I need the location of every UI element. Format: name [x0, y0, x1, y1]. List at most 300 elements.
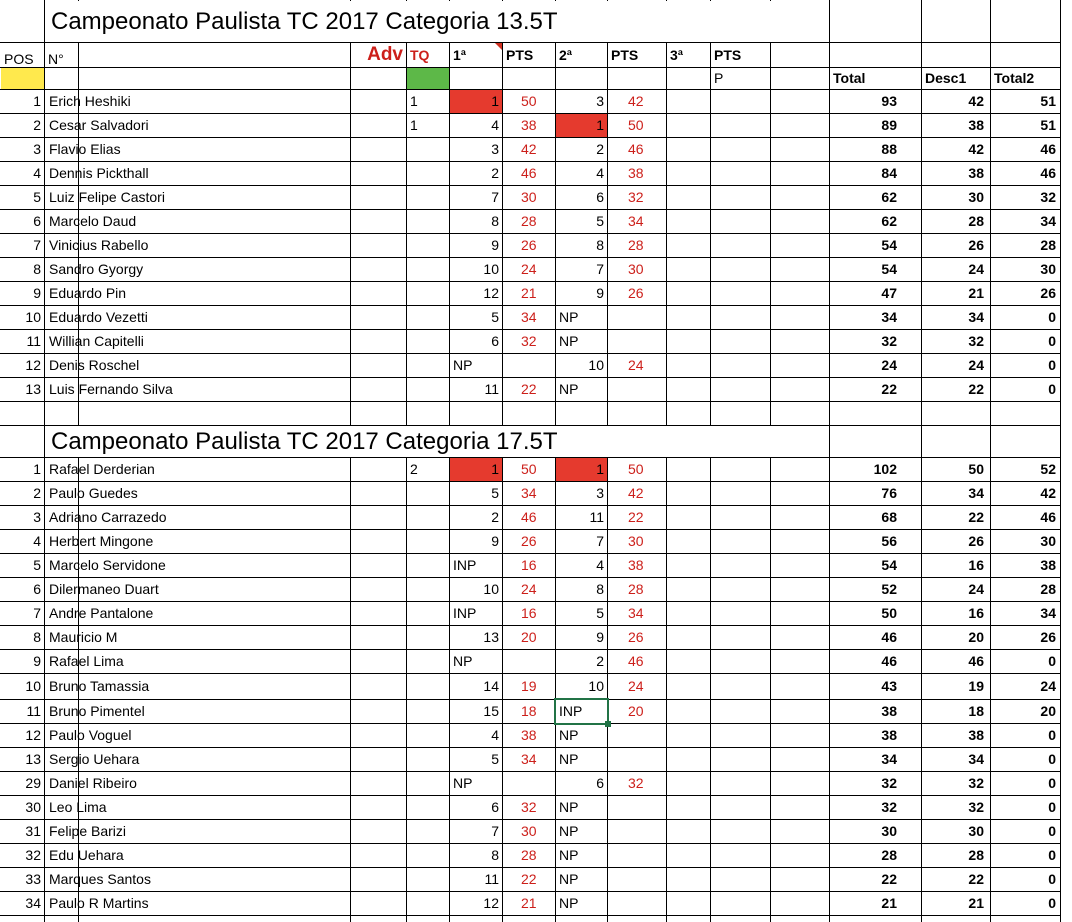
row-desc1[interactable]: 30 — [968, 189, 984, 205]
row-driver-name[interactable]: Marques Santos — [49, 871, 151, 887]
row-pos[interactable]: 5 — [33, 557, 41, 573]
row-pts2[interactable]: 38 — [628, 165, 644, 181]
row-pts1[interactable]: 30 — [521, 823, 537, 839]
header-total2[interactable]: Total2 — [994, 70, 1035, 86]
row-desc1[interactable]: 42 — [968, 93, 984, 109]
row-pts1[interactable]: 34 — [521, 309, 537, 325]
row-r2[interactable]: 4 — [596, 557, 604, 573]
row-pts2[interactable]: 22 — [628, 509, 644, 525]
header-pts3[interactable]: PTS — [714, 47, 742, 63]
row-pts1[interactable]: 50 — [521, 93, 537, 109]
row-pts2[interactable]: 26 — [628, 629, 644, 645]
row-r2[interactable]: 7 — [596, 533, 604, 549]
header-adv[interactable]: Adv — [367, 44, 403, 65]
row-total2[interactable]: 46 — [1040, 141, 1056, 157]
row-pts1[interactable]: 30 — [521, 189, 537, 205]
row-total2[interactable]: 46 — [1040, 165, 1056, 181]
row-driver-name[interactable]: Cesar Salvadori — [49, 117, 149, 133]
row-total2[interactable]: 51 — [1040, 93, 1056, 109]
row-pts2[interactable]: 20 — [628, 703, 644, 719]
row-tq[interactable] — [407, 210, 449, 233]
row-tq[interactable] — [407, 138, 449, 161]
header-total[interactable]: Total — [833, 70, 866, 86]
row-pts2[interactable]: 28 — [628, 581, 644, 597]
row-pos[interactable]: 1 — [33, 93, 41, 109]
row-total2[interactable]: 0 — [1048, 653, 1056, 669]
row-pts2[interactable] — [608, 330, 666, 353]
row-pos[interactable]: 9 — [33, 653, 41, 669]
row-pos[interactable]: 3 — [33, 141, 41, 157]
row-r2[interactable]: 3 — [596, 93, 604, 109]
row-pts1[interactable] — [503, 772, 555, 795]
header-pos[interactable]: POS — [4, 51, 34, 67]
row-r2[interactable]: 2 — [596, 141, 604, 157]
row-r1[interactable]: 9 — [491, 533, 499, 549]
row-total2[interactable]: 30 — [1040, 533, 1056, 549]
row-pos[interactable]: 6 — [33, 213, 41, 229]
row-tq[interactable] — [407, 868, 449, 891]
row-tq[interactable] — [407, 650, 449, 673]
row-total2[interactable]: 34 — [1040, 605, 1056, 621]
row-total[interactable]: 56 — [881, 533, 897, 549]
row-pts1[interactable]: 16 — [521, 557, 537, 573]
row-total[interactable]: 47 — [881, 285, 897, 301]
row-driver-name[interactable]: Marcelo Servidone — [49, 557, 166, 573]
row-pts1[interactable]: 16 — [521, 605, 537, 621]
row-pts1[interactable]: 22 — [521, 381, 537, 397]
row-total[interactable]: 46 — [881, 629, 897, 645]
row-pts1[interactable]: 46 — [521, 509, 537, 525]
row-driver-name[interactable]: Leo Lima — [49, 799, 107, 815]
row-pts1[interactable] — [503, 354, 555, 377]
header-pts1[interactable]: PTS — [506, 47, 534, 63]
row-pos[interactable]: 4 — [33, 533, 41, 549]
row-pts1[interactable]: 20 — [521, 629, 537, 645]
row-driver-name[interactable]: Rafael Derderian — [49, 461, 155, 477]
row-r1[interactable]: 5 — [491, 485, 499, 501]
row-pts2[interactable] — [608, 820, 666, 843]
row-tq[interactable] — [407, 162, 449, 185]
row-r2[interactable]: NP — [559, 847, 579, 863]
row-r2[interactable]: 6 — [596, 775, 604, 791]
row-tq[interactable] — [407, 796, 449, 819]
row-r2[interactable]: 8 — [596, 237, 604, 253]
row-tq[interactable] — [407, 724, 449, 747]
row-total2[interactable]: 0 — [1048, 751, 1056, 767]
row-total[interactable]: 34 — [881, 309, 897, 325]
row-desc1[interactable]: 34 — [968, 485, 984, 501]
row-r2[interactable]: 5 — [596, 213, 604, 229]
row-desc1[interactable]: 42 — [968, 141, 984, 157]
row-pos[interactable]: 12 — [25, 357, 41, 373]
row-r2[interactable]: NP — [559, 381, 579, 397]
row-pos[interactable]: 12 — [25, 727, 41, 743]
row-total2[interactable]: 38 — [1040, 557, 1056, 573]
row-total[interactable]: 22 — [881, 871, 897, 887]
row-r1[interactable]: 6 — [491, 333, 499, 349]
row-driver-name[interactable]: Paulo Voguel — [49, 727, 132, 743]
row-tq[interactable] — [407, 306, 449, 329]
row-desc1[interactable]: 20 — [968, 629, 984, 645]
row-driver-name[interactable]: Flavio Elias — [49, 141, 121, 157]
row-desc1[interactable]: 38 — [968, 117, 984, 133]
row-desc1[interactable]: 38 — [968, 727, 984, 743]
row-pos[interactable]: 34 — [25, 895, 41, 911]
row-pos[interactable]: 13 — [25, 381, 41, 397]
row-r1[interactable]: 2 — [491, 165, 499, 181]
row-total2[interactable]: 0 — [1048, 775, 1056, 791]
row-r1[interactable]: 8 — [491, 847, 499, 863]
row-r2[interactable]: NP — [559, 751, 579, 767]
row-pts1[interactable]: 50 — [521, 461, 537, 477]
row-pts2[interactable] — [608, 724, 666, 747]
row-pts2[interactable] — [608, 844, 666, 867]
status-fill-yellow[interactable] — [1, 68, 44, 89]
row-desc1[interactable]: 19 — [968, 678, 984, 694]
row-pos[interactable]: 2 — [33, 117, 41, 133]
row-pts1[interactable]: 19 — [521, 678, 537, 694]
row-pts1[interactable]: 21 — [521, 895, 537, 911]
row-r1[interactable]: 7 — [491, 189, 499, 205]
row-total2[interactable]: 0 — [1048, 895, 1056, 911]
row-pts1[interactable]: 24 — [521, 581, 537, 597]
row-total[interactable]: 34 — [881, 751, 897, 767]
row-tq[interactable] — [407, 772, 449, 795]
row-driver-name[interactable]: Erich Heshiki — [49, 93, 131, 109]
row-total[interactable]: 102 — [873, 461, 897, 477]
row-desc1[interactable]: 32 — [968, 799, 984, 815]
row-pts2[interactable] — [608, 796, 666, 819]
selected-cell-outline[interactable] — [554, 698, 609, 725]
row-pts2[interactable]: 30 — [628, 533, 644, 549]
row-pts2[interactable] — [608, 892, 666, 915]
row-r1[interactable]: INP — [453, 557, 477, 573]
row-pts2[interactable] — [608, 868, 666, 891]
row-driver-name[interactable]: Eduardo Vezetti — [49, 309, 148, 325]
row-total[interactable]: 62 — [881, 213, 897, 229]
row-r1[interactable]: 14 — [483, 678, 499, 694]
row-r2[interactable]: 5 — [596, 605, 604, 621]
row-total[interactable]: 52 — [881, 581, 897, 597]
status-fill-green[interactable] — [407, 68, 449, 89]
row-pts2[interactable]: 28 — [628, 237, 644, 253]
row-driver-name[interactable]: Bruno Pimentel — [49, 703, 145, 719]
row-desc1[interactable]: 21 — [968, 285, 984, 301]
row-driver-name[interactable]: Edu Uehara — [49, 847, 124, 863]
row-pts2[interactable]: 50 — [628, 117, 644, 133]
row-r2[interactable]: 1 — [556, 458, 607, 481]
row-total[interactable]: 68 — [881, 509, 897, 525]
row-pts1[interactable]: 38 — [521, 727, 537, 743]
row-r2[interactable]: 2 — [596, 653, 604, 669]
row-tq[interactable] — [407, 602, 449, 625]
row-r2[interactable]: 4 — [596, 165, 604, 181]
row-r1[interactable]: NP — [453, 357, 473, 373]
row-r1[interactable]: 7 — [491, 823, 499, 839]
header-r1[interactable]: 1ª — [453, 47, 466, 63]
row-total2[interactable]: 0 — [1048, 357, 1056, 373]
row-r2[interactable]: NP — [559, 871, 579, 887]
row-total[interactable]: 32 — [881, 333, 897, 349]
row-tq[interactable] — [407, 378, 449, 401]
row-driver-name[interactable]: Andre Pantalone — [49, 605, 154, 621]
row-driver-name[interactable]: Marcelo Daud — [49, 213, 137, 229]
row-total[interactable]: 62 — [881, 189, 897, 205]
row-driver-name[interactable]: Adriano Carrazedo — [49, 509, 167, 525]
row-pts2[interactable]: 34 — [628, 213, 644, 229]
row-pos[interactable]: 1 — [33, 461, 41, 477]
row-pts2[interactable] — [608, 748, 666, 771]
row-r1[interactable]: 1 — [450, 458, 502, 481]
row-total2[interactable]: 0 — [1048, 823, 1056, 839]
row-tq[interactable] — [407, 844, 449, 867]
row-r1[interactable]: NP — [453, 653, 473, 669]
row-total[interactable]: 28 — [881, 847, 897, 863]
row-desc1[interactable]: 28 — [968, 213, 984, 229]
row-pos[interactable]: 9 — [33, 285, 41, 301]
row-total[interactable]: 22 — [881, 381, 897, 397]
row-pos[interactable]: 3 — [33, 509, 41, 525]
row-total[interactable]: 30 — [881, 823, 897, 839]
row-driver-name[interactable]: Daniel Ribeiro — [49, 775, 137, 791]
row-desc1[interactable]: 32 — [968, 333, 984, 349]
row-r2[interactable]: 3 — [596, 485, 604, 501]
row-tq[interactable] — [407, 626, 449, 649]
row-desc1[interactable]: 22 — [968, 381, 984, 397]
row-pts2[interactable]: 26 — [628, 285, 644, 301]
row-total[interactable]: 50 — [881, 605, 897, 621]
row-driver-name[interactable]: Denis Roschel — [49, 357, 140, 373]
row-r1[interactable]: 11 — [484, 381, 499, 397]
row-pts2[interactable]: 32 — [628, 775, 644, 791]
row-total2[interactable]: 0 — [1048, 381, 1056, 397]
row-pts2[interactable] — [608, 306, 666, 329]
row-total[interactable]: 32 — [881, 799, 897, 815]
row-total2[interactable]: 0 — [1048, 727, 1056, 743]
row-r2[interactable]: 6 — [596, 189, 604, 205]
row-r1[interactable]: 11 — [484, 871, 499, 887]
row-total[interactable]: 38 — [881, 727, 897, 743]
row-pos[interactable]: 6 — [33, 581, 41, 597]
row-tq[interactable] — [407, 820, 449, 843]
row-total[interactable]: 38 — [881, 703, 897, 719]
row-tq[interactable] — [407, 282, 449, 305]
row-r1[interactable]: 9 — [491, 237, 499, 253]
row-total2[interactable]: 34 — [1040, 213, 1056, 229]
row-total[interactable]: 46 — [881, 653, 897, 669]
row-tq[interactable]: 1 — [410, 93, 418, 109]
row-total2[interactable]: 0 — [1048, 333, 1056, 349]
row-driver-name[interactable]: Willian Capitelli — [49, 333, 144, 349]
row-r1[interactable]: 12 — [483, 895, 499, 911]
row-tq[interactable]: 2 — [410, 461, 418, 477]
row-r1[interactable]: 15 — [483, 703, 499, 719]
header-r2[interactable]: 2ª — [559, 47, 572, 63]
row-pts2[interactable]: 50 — [628, 461, 644, 477]
row-desc1[interactable]: 22 — [968, 871, 984, 887]
row-driver-name[interactable]: Dilermaneo Duart — [49, 581, 159, 597]
row-pos[interactable]: 30 — [25, 799, 41, 815]
row-r1[interactable]: 8 — [491, 213, 499, 229]
subheader-p[interactable]: P — [714, 70, 724, 86]
row-total[interactable]: 76 — [881, 485, 897, 501]
row-total2[interactable]: 46 — [1040, 509, 1056, 525]
row-total2[interactable]: 28 — [1040, 581, 1056, 597]
row-pos[interactable]: 8 — [33, 261, 41, 277]
row-r2[interactable]: 7 — [596, 261, 604, 277]
row-pts1[interactable]: 34 — [521, 485, 537, 501]
row-pos[interactable]: 7 — [33, 237, 41, 253]
row-total[interactable]: 32 — [881, 775, 897, 791]
row-r2[interactable]: NP — [559, 727, 579, 743]
row-pts2[interactable]: 24 — [628, 357, 644, 373]
row-pts1[interactable]: 28 — [521, 213, 537, 229]
row-desc1[interactable]: 24 — [968, 581, 984, 597]
header-num[interactable]: N° — [48, 51, 64, 67]
row-pts2[interactable]: 46 — [628, 653, 644, 669]
row-pts2[interactable]: 34 — [628, 605, 644, 621]
row-total[interactable]: 43 — [881, 678, 897, 694]
row-total[interactable]: 88 — [881, 141, 897, 157]
row-pts2[interactable]: 32 — [628, 189, 644, 205]
row-desc1[interactable]: 30 — [968, 823, 984, 839]
row-tq[interactable] — [407, 674, 449, 699]
row-pts1[interactable]: 24 — [521, 261, 537, 277]
row-desc1[interactable]: 21 — [968, 895, 984, 911]
row-pos[interactable]: 13 — [25, 751, 41, 767]
row-r1[interactable]: 5 — [491, 309, 499, 325]
row-pos[interactable]: 5 — [33, 189, 41, 205]
row-tq[interactable]: 1 — [410, 117, 418, 133]
row-pos[interactable]: 32 — [25, 847, 41, 863]
row-total[interactable]: 84 — [881, 165, 897, 181]
row-total2[interactable]: 0 — [1048, 309, 1056, 325]
row-total2[interactable]: 26 — [1040, 629, 1056, 645]
row-driver-name[interactable]: Luiz Felipe Castori — [49, 189, 165, 205]
row-total[interactable]: 54 — [881, 237, 897, 253]
row-total[interactable]: 24 — [881, 357, 897, 373]
row-driver-name[interactable]: Sandro Gyorgy — [49, 261, 144, 277]
row-total2[interactable]: 24 — [1040, 678, 1056, 694]
row-total2[interactable]: 0 — [1048, 847, 1056, 863]
row-tq[interactable] — [407, 258, 449, 281]
row-pts1[interactable]: 32 — [521, 799, 537, 815]
row-total[interactable]: 93 — [881, 93, 897, 109]
row-driver-name[interactable]: Dennis Pickthall — [49, 165, 149, 181]
row-total[interactable]: 89 — [881, 117, 897, 133]
row-tq[interactable] — [407, 234, 449, 257]
row-total2[interactable]: 51 — [1040, 117, 1056, 133]
row-driver-name[interactable]: Paulo Guedes — [49, 485, 138, 501]
row-pts1[interactable]: 34 — [521, 751, 537, 767]
row-desc1[interactable]: 22 — [968, 509, 984, 525]
row-r2[interactable]: 9 — [596, 629, 604, 645]
row-r1[interactable]: 4 — [491, 727, 499, 743]
row-pts1[interactable]: 38 — [521, 117, 537, 133]
row-total2[interactable]: 28 — [1040, 237, 1056, 253]
row-desc1[interactable]: 18 — [968, 703, 984, 719]
row-pos[interactable]: 31 — [25, 823, 41, 839]
header-desc1[interactable]: Desc1 — [925, 70, 967, 86]
row-driver-name[interactable]: Rafael Lima — [49, 653, 124, 669]
row-total2[interactable]: 0 — [1048, 871, 1056, 887]
row-pts2[interactable]: 46 — [628, 141, 644, 157]
row-r2[interactable]: NP — [559, 333, 579, 349]
row-r1[interactable]: 6 — [491, 799, 499, 815]
row-pos[interactable]: 11 — [26, 703, 41, 719]
row-driver-name[interactable]: Eduardo Pin — [49, 285, 127, 301]
row-desc1[interactable]: 50 — [968, 461, 984, 477]
row-pos[interactable]: 10 — [25, 678, 41, 694]
fill-handle[interactable] — [605, 721, 611, 727]
row-tq[interactable] — [407, 186, 449, 209]
header-pts2[interactable]: PTS — [611, 47, 639, 63]
row-r2[interactable]: NP — [559, 823, 579, 839]
row-r1[interactable]: 5 — [491, 751, 499, 767]
row-driver-name[interactable]: Herbert Mingone — [49, 533, 154, 549]
row-pts1[interactable]: 18 — [521, 703, 537, 719]
row-total2[interactable]: 52 — [1040, 461, 1056, 477]
row-driver-name[interactable]: Felipe Barizi — [49, 823, 127, 839]
row-driver-name[interactable]: Luis Fernando Silva — [49, 381, 173, 397]
row-r2[interactable]: 10 — [588, 678, 604, 694]
row-desc1[interactable]: 34 — [968, 309, 984, 325]
row-pts1[interactable]: 28 — [521, 847, 537, 863]
row-pos[interactable]: 10 — [25, 309, 41, 325]
comment-indicator[interactable] — [495, 43, 502, 50]
row-tq[interactable] — [407, 482, 449, 505]
row-pts1[interactable]: 46 — [521, 165, 537, 181]
row-r1[interactable]: 13 — [483, 629, 499, 645]
row-desc1[interactable]: 16 — [968, 605, 984, 621]
row-pts1[interactable]: 21 — [521, 285, 537, 301]
header-tq[interactable]: TQ — [410, 47, 430, 63]
row-desc1[interactable]: 46 — [968, 653, 984, 669]
row-desc1[interactable]: 16 — [968, 557, 984, 573]
row-r1[interactable]: 12 — [483, 285, 499, 301]
row-driver-name[interactable]: Sergio Uehara — [49, 751, 140, 767]
row-driver-name[interactable]: Vinicius Rabello — [49, 237, 149, 253]
row-r1[interactable]: INP — [453, 605, 477, 621]
row-tq[interactable] — [407, 748, 449, 771]
row-pos[interactable]: 4 — [33, 165, 41, 181]
row-r2[interactable]: 11 — [589, 509, 604, 525]
row-total[interactable]: 21 — [881, 895, 897, 911]
row-r2[interactable]: NP — [559, 309, 579, 325]
row-tq[interactable] — [407, 554, 449, 577]
row-driver-name[interactable]: Mauricio M — [49, 629, 118, 645]
row-r2[interactable]: NP — [559, 799, 579, 815]
row-pos[interactable]: 2 — [33, 485, 41, 501]
row-r2[interactable]: NP — [559, 895, 579, 911]
row-tq[interactable] — [407, 354, 449, 377]
row-pos[interactable]: 11 — [26, 333, 41, 349]
row-pos[interactable]: 7 — [33, 605, 41, 621]
row-desc1[interactable]: 28 — [968, 847, 984, 863]
row-total2[interactable]: 0 — [1048, 799, 1056, 815]
row-pos[interactable]: 29 — [25, 775, 41, 791]
row-desc1[interactable]: 24 — [968, 261, 984, 277]
row-r1[interactable]: NP — [453, 775, 473, 791]
row-pts1[interactable]: 22 — [521, 871, 537, 887]
row-desc1[interactable]: 32 — [968, 775, 984, 791]
row-total[interactable]: 54 — [881, 557, 897, 573]
row-tq[interactable] — [407, 892, 449, 915]
row-desc1[interactable]: 38 — [968, 165, 984, 181]
row-desc1[interactable]: 24 — [968, 357, 984, 373]
row-r1[interactable]: 10 — [483, 261, 499, 277]
row-pts2[interactable]: 42 — [628, 485, 644, 501]
